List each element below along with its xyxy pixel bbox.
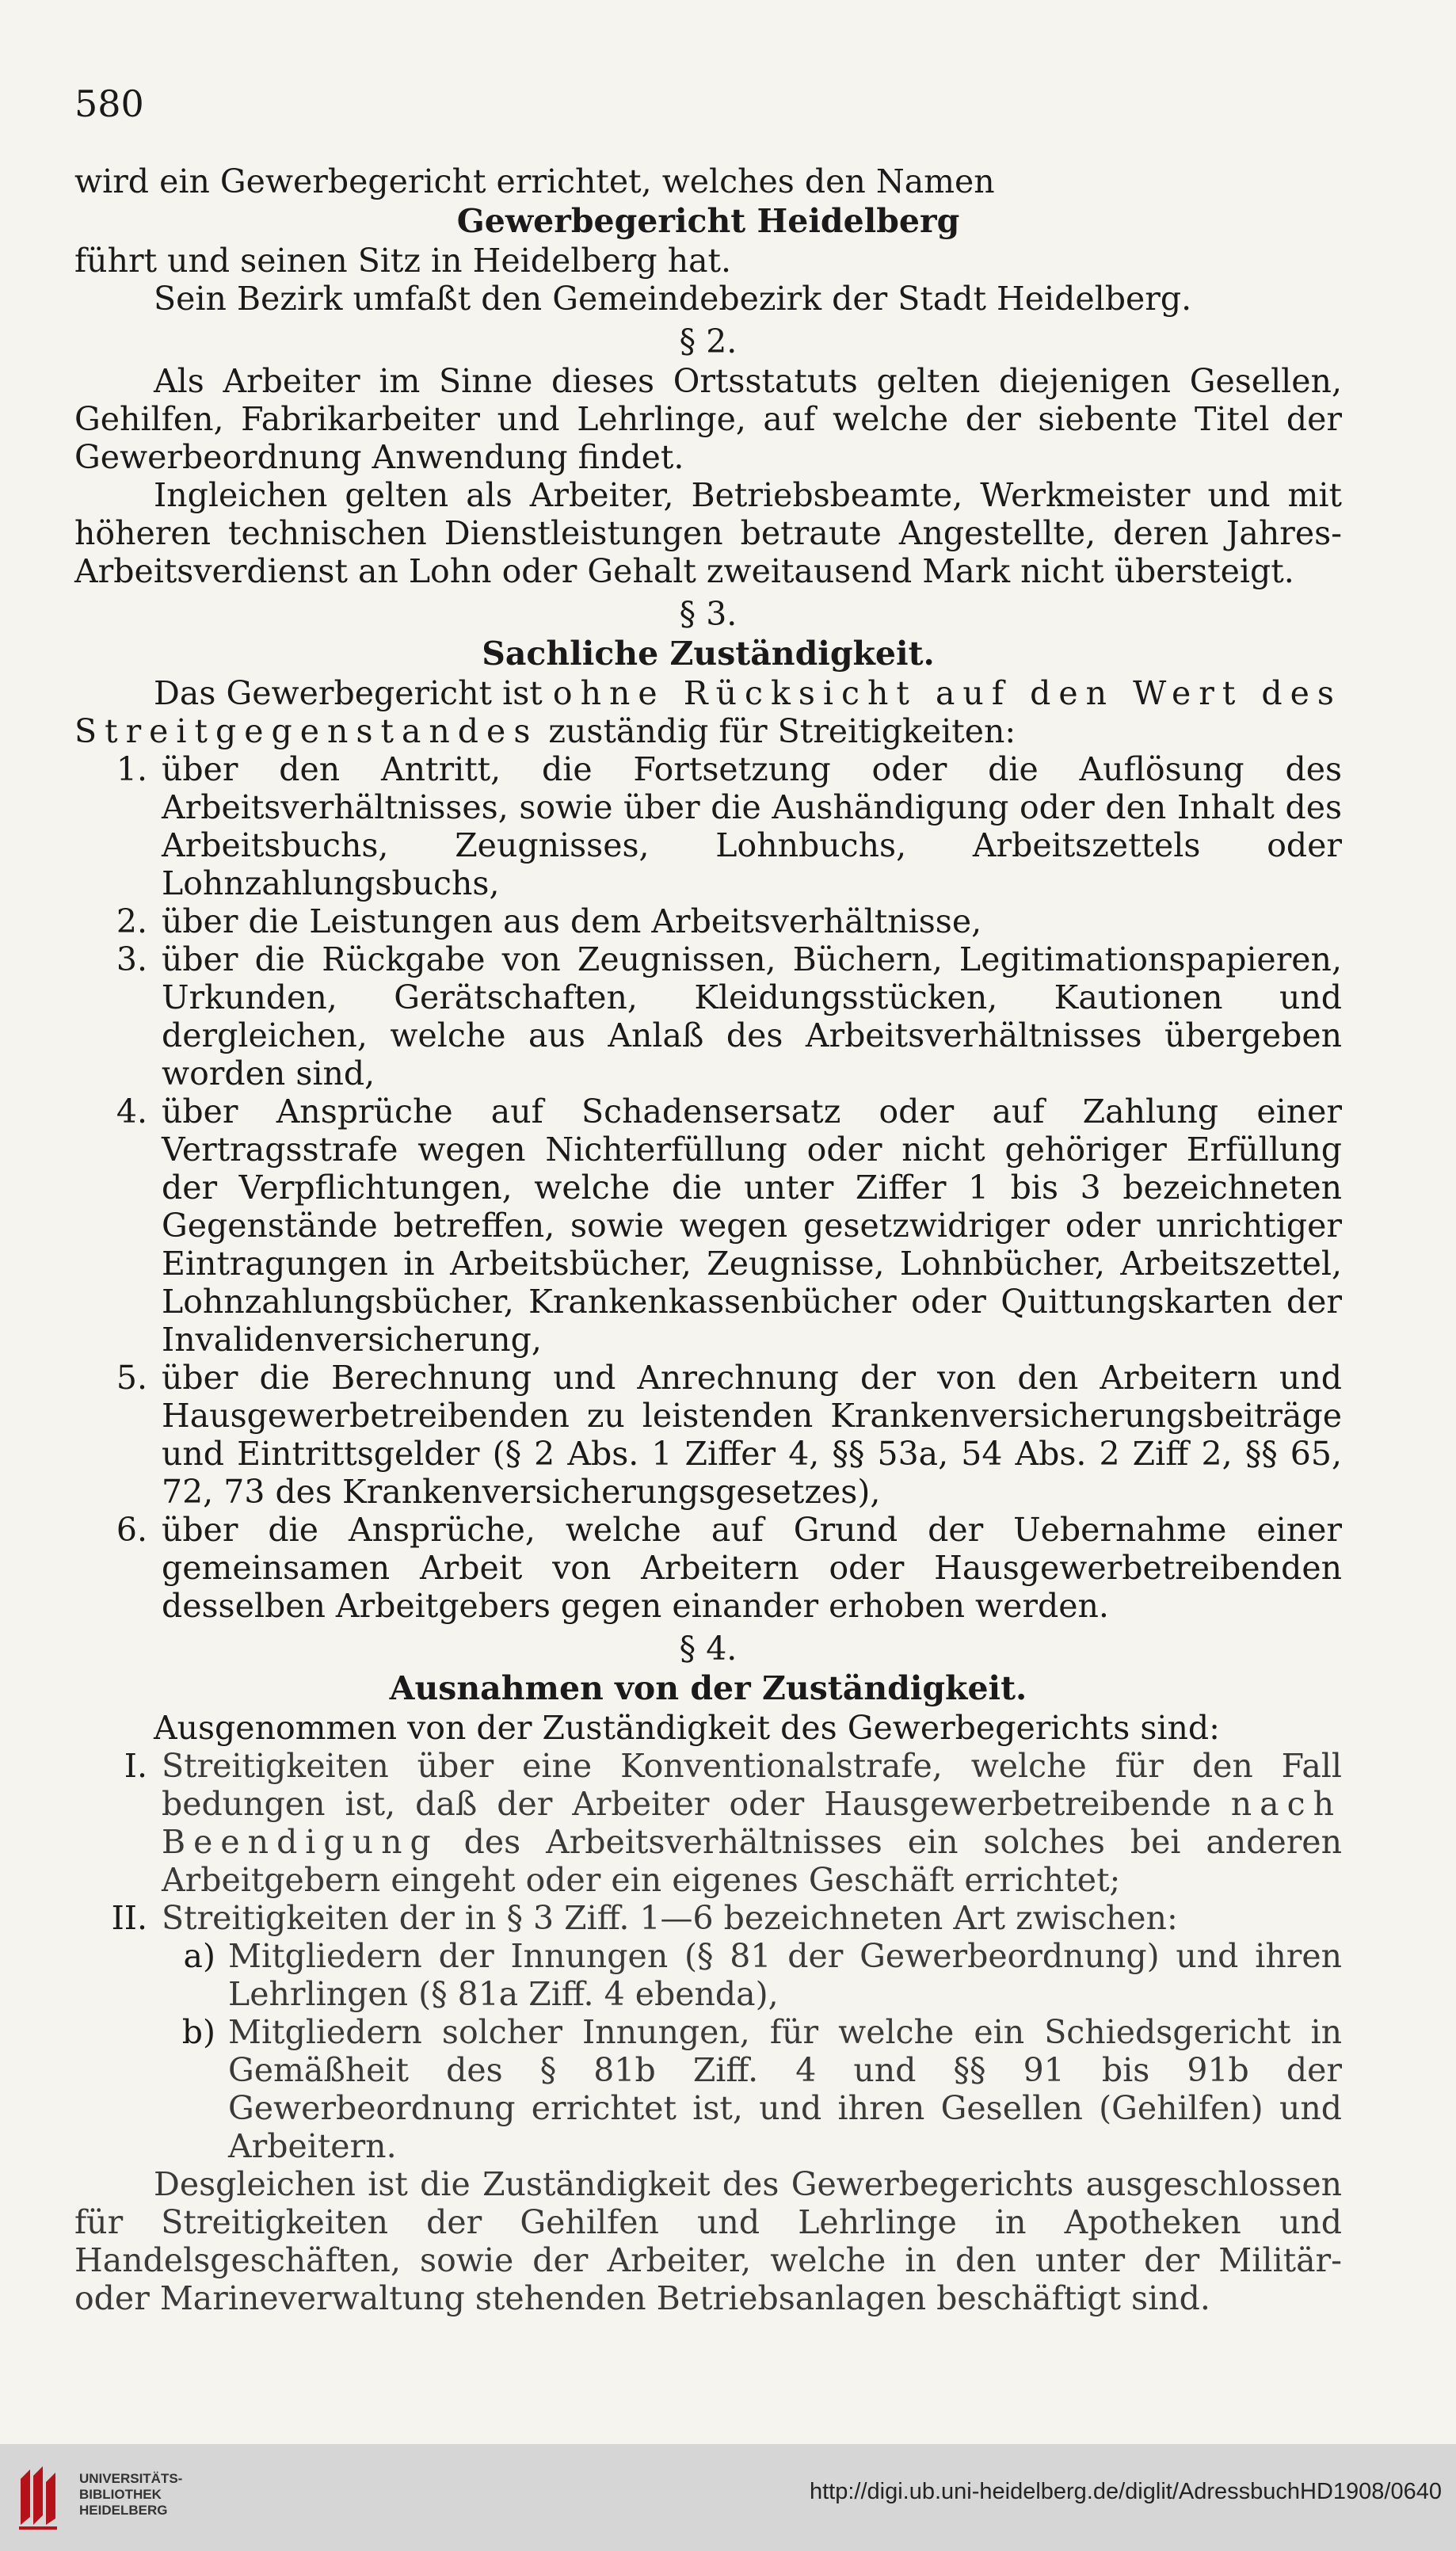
sublist-item-text: Mitgliedern der Innungen (§ 81 der Gewerbeordnung) und ihren Lehrlingen (§ 81a Ziff. 4 ebenda), [228, 1937, 1342, 2013]
section-4-list [74, 1747, 1342, 1937]
section-3-label: § 3. [679, 595, 738, 633]
intro-line-district: Sein Bezirk umfaßt den Gemeindebezirk der Stadt Heidelberg. [154, 280, 1192, 318]
list-item [74, 902, 1342, 940]
section-3-heading: Sachliche Zuständigkeit. [482, 635, 935, 673]
item-1-text-end: des Arbeitsverhältnisses ein solches bei anderen Arbeitgebern eingeht oder ein eigenes Geschäft errichtet; [162, 1823, 1342, 1899]
list-item [74, 1359, 1342, 1511]
list-item [74, 1747, 1342, 1899]
list-item-number: 3. [116, 940, 147, 978]
section-4-label: § 4. [679, 1630, 738, 1668]
section-4-sublist [74, 1937, 1342, 2165]
library-name[interactable] [79, 2471, 182, 2519]
document-body [74, 162, 1342, 2317]
list-item [74, 1899, 1342, 1937]
section-4-heading: Ausnahmen von der Zuständigkeit. [389, 1669, 1027, 1707]
section-3-list [74, 750, 1342, 1625]
sublist-item-text: Mitgliedern solcher Innungen, für welche ein Schiedsgericht in Gemäßheit des § 81b Ziff. 4 und §§ 91 bis 91b der Gewerbeordnung errichtet ist, und ihren Gesellen (Gehilfen) und Arbeitern. [228, 2013, 1342, 2165]
sublist-item-label: a) [183, 1937, 215, 1975]
viewer-footer [0, 2444, 1456, 2551]
sublist-item-label: b) [181, 2013, 215, 2051]
list-item-text: über die Rückgabe von Zeugnissen, Büchern, Legitimationspapieren, Urkunden, Gerätschaften, Kleidungsstücken, Kautionen und dergleichen, welche aus Anlaß des Arbeitsverhältnisses übergeben worden sind, [162, 940, 1342, 1092]
library-name-line-2: BIBLIOTHEK [79, 2487, 162, 2502]
list-item-number: 6. [116, 1511, 147, 1549]
list-item-text: über die Leistungen aus dem Arbeitsverhältnisse, [162, 902, 982, 940]
section-2-label: § 2. [679, 322, 738, 360]
list-item-number: 4. [116, 1092, 147, 1131]
section-2-paragraph-1: Als Arbeiter im Sinne dieses Ortsstatuts gelten diejenigen Gesellen, Gehilfen, Fabrikarbeiter und Lehrlinge, auf welche der siebente Titel der Gewerbeordnung Anwendung findet. [74, 362, 1342, 476]
page-number: 580 [74, 82, 144, 125]
list-item-text [162, 1747, 1342, 1899]
source-url-link[interactable]: http://digi.ub.uni-heidelberg.de/diglit/AdressbuchHD1908/0640 [809, 2479, 1442, 2504]
court-title: Gewerbegericht Heidelberg [456, 202, 960, 240]
list-item-number: 2. [116, 902, 147, 940]
list-item-number: 5. [116, 1359, 147, 1397]
library-name-line-3: HEIDELBERG [79, 2503, 168, 2518]
section-4-intro: Ausgenommen von der Zuständigkeit des Gewerbegerichts sind: [154, 1709, 1220, 1747]
sublist-item [147, 2013, 1342, 2165]
section-3-intro-end: zuständig für Streitigkeiten: [548, 712, 1016, 750]
library-name-line-1: UNIVERSITÄTS- [79, 2471, 183, 2486]
list-item-number: I. [124, 1747, 147, 1785]
section-3-intro-emphasis: ohne Rücksicht auf den Wert des Streitgegenstandes [74, 674, 1342, 750]
list-item-text: über Ansprüche auf Schadensersatz oder auf Zahlung einer Vertragsstrafe wegen Nichterfüllung oder nicht gehöriger Erfüllung der Verpflichtungen, welche die unter Ziffer 1 bis 3 bezeichneten Gegenstände betreffen, sowie wegen gesetzwidriger oder unrichtiger Eintragungen in Arbeitsbücher, Zeugnisse, Lohnbücher, Arbeitszettel, Lohnzahlungsbücher, Krankenkassenbücher oder Quittungskarten der Invalidenversicherung, [162, 1092, 1342, 1359]
list-item-text: über die Ansprüche, welche auf Grund der Uebernahme einer gemeinsamen Arbeit von Arbeitern oder Hausgewerbetreibenden desselben Arbeitgebers gegen einander erhoben werden. [162, 1511, 1342, 1625]
sublist-item [147, 1937, 1342, 2013]
list-item-number: II. [111, 1899, 147, 1937]
item-1-text-start: Streitigkeiten über eine Konventionalstrafe, welche für den Fall bedungen ist, daß der Arbeiter oder Hausgewerbetreibende [162, 1747, 1342, 1823]
list-item [74, 1511, 1342, 1625]
library-logo-icon[interactable] [14, 2461, 62, 2533]
list-item-number: 1. [116, 750, 147, 788]
section-2-paragraph-2: Ingleichen gelten als Arbeiter, Betriebsbeamte, Werkmeister und mit höheren technischen Dienstleistungen betraute Angestellte, deren Jahres-Arbeitsverdienst an Lohn oder Gehalt zweitausend Mark nicht übersteigt. [74, 476, 1342, 590]
list-item-text: über die Berechnung und Anrechnung der von den Arbeitern und Hausgewerbetreibenden zu leistenden Krankenversicherungsbeiträge und Eintrittsgelder (§ 2 Abs. 1 Ziffer 4, §§ 53a, 54 Abs. 2 Ziff 2, §§ 65, 72, 73 des Krankenversicherungsgesetzes), [162, 1359, 1342, 1511]
list-item [74, 940, 1342, 1092]
section-3-intro [74, 674, 1342, 750]
section-3-intro-start: Das Gewerbegericht ist [154, 674, 543, 712]
intro-line: wird ein Gewerbegericht errichtet, welches den Namen [74, 162, 995, 200]
list-item-text: über den Antritt, die Fortsetzung oder die Auflösung des Arbeitsverhältnisses, sowie über die Aushändigung oder den Inhalt des Arbeitsbuchs, Zeugnisses, Lohnbuchs, Arbeitszettels oder Lohnzahlungsbuchs, [162, 750, 1342, 902]
list-item-text: Streitigkeiten der in § 3 Ziff. 1—6 bezeichneten Art zwischen: [162, 1899, 1178, 1937]
list-item [74, 750, 1342, 902]
list-item [74, 1092, 1342, 1359]
section-4-closing: Desgleichen ist die Zuständigkeit des Gewerbegerichts ausgeschlossen für Streitigkeiten der Gehilfen und Lehrlinge in Apotheken und Handelsgeschäften, sowie der Arbeiter, welche in den unter der Militär- oder Marineverwaltung stehenden Betriebsanlagen beschäftigt sind. [74, 2165, 1342, 2317]
item-1-text-emphasis: nach Beendigung [162, 1785, 1342, 1861]
intro-line-seat: führt und seinen Sitz in Heidelberg hat. [74, 242, 732, 280]
